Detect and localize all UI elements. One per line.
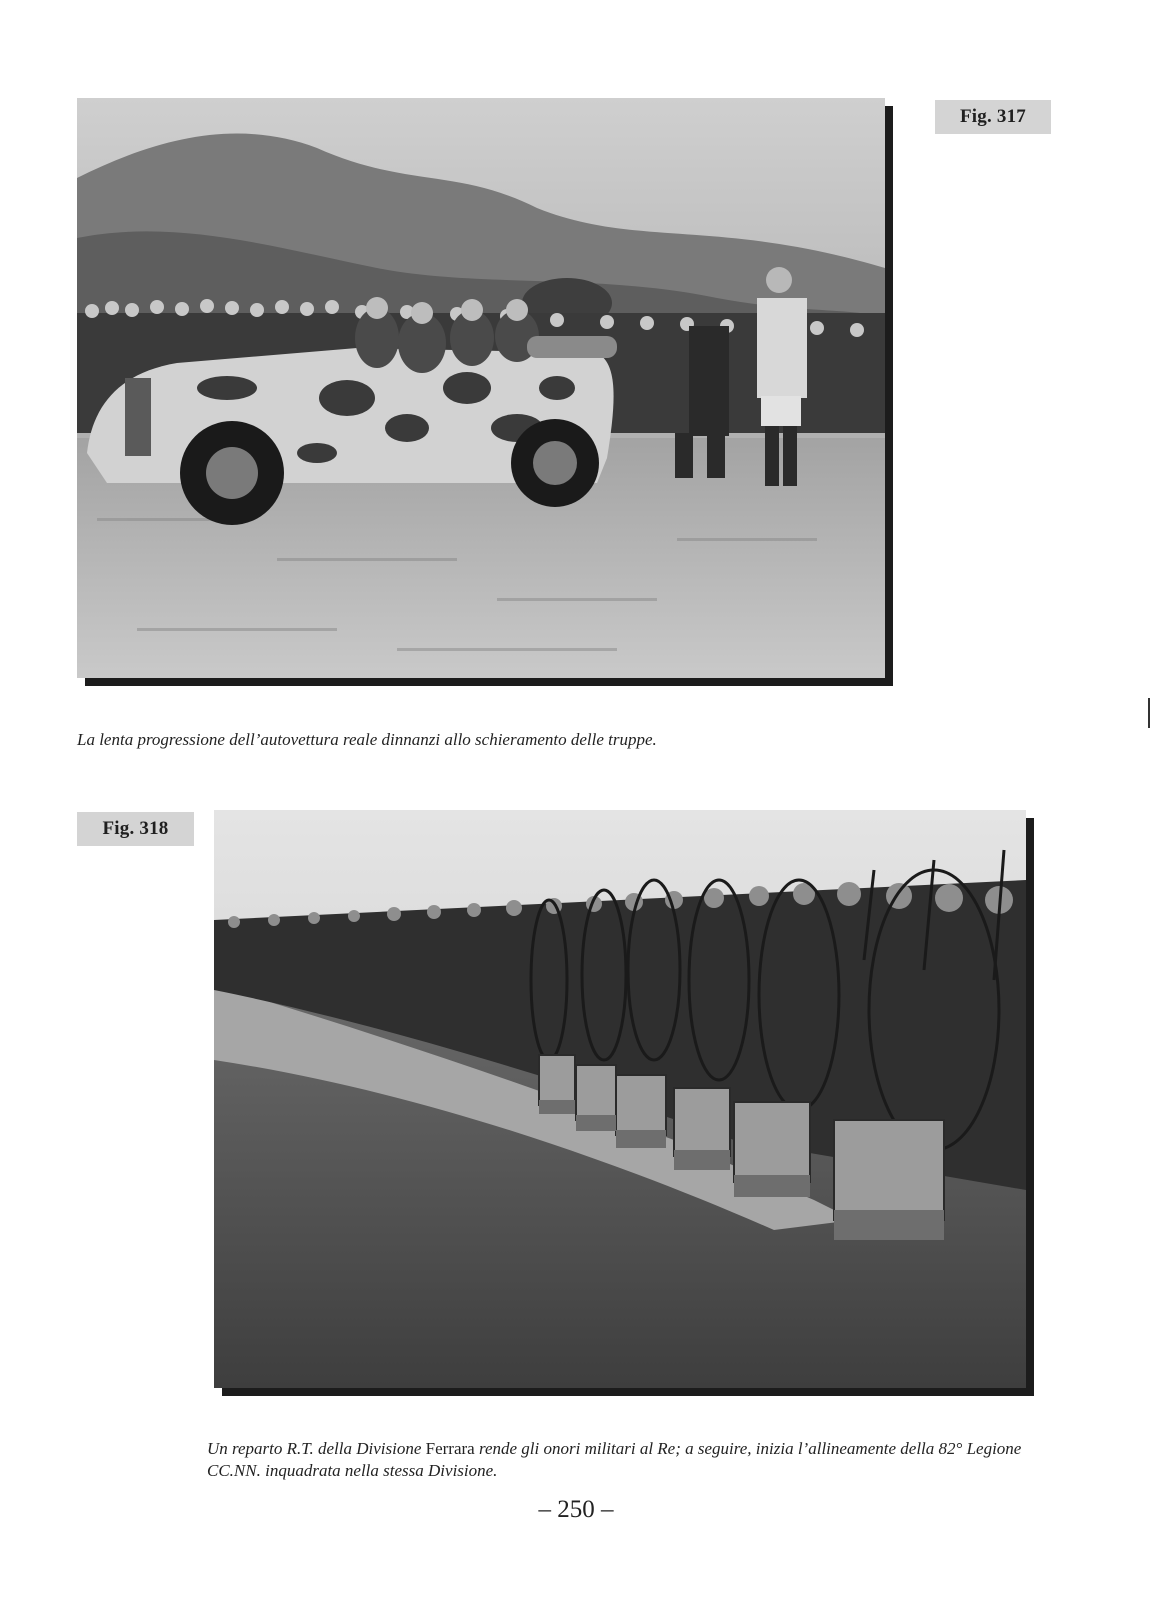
page-number: – 250 – xyxy=(538,1496,614,1523)
photo-radio-unit-honours xyxy=(214,810,1026,1388)
caption-318-part-1: Un reparto R.T. della Divisione xyxy=(207,1439,426,1458)
photo-royal-car-review xyxy=(77,98,885,678)
margin-mark xyxy=(1148,698,1150,728)
photo-royal-car-image xyxy=(77,98,885,678)
photo-radio-unit-image xyxy=(214,810,1026,1388)
figure-label-318: Fig. 318 xyxy=(77,812,194,846)
caption-318-division-name: Ferrara xyxy=(425,1439,475,1458)
caption-318-part-2: rende gli onori militari al Re; a seguire, inizia l’allineamente della 82° Legione CC.NN. inquadrata nella stessa Divisione. xyxy=(207,1439,1022,1480)
figure-caption-317: La lenta progressione dell’autovettura reale dinnanzi allo schieramento delle truppe. xyxy=(77,730,657,749)
figure-caption-318 xyxy=(207,1438,1067,1482)
figure-label-317: Fig. 317 xyxy=(935,100,1051,134)
